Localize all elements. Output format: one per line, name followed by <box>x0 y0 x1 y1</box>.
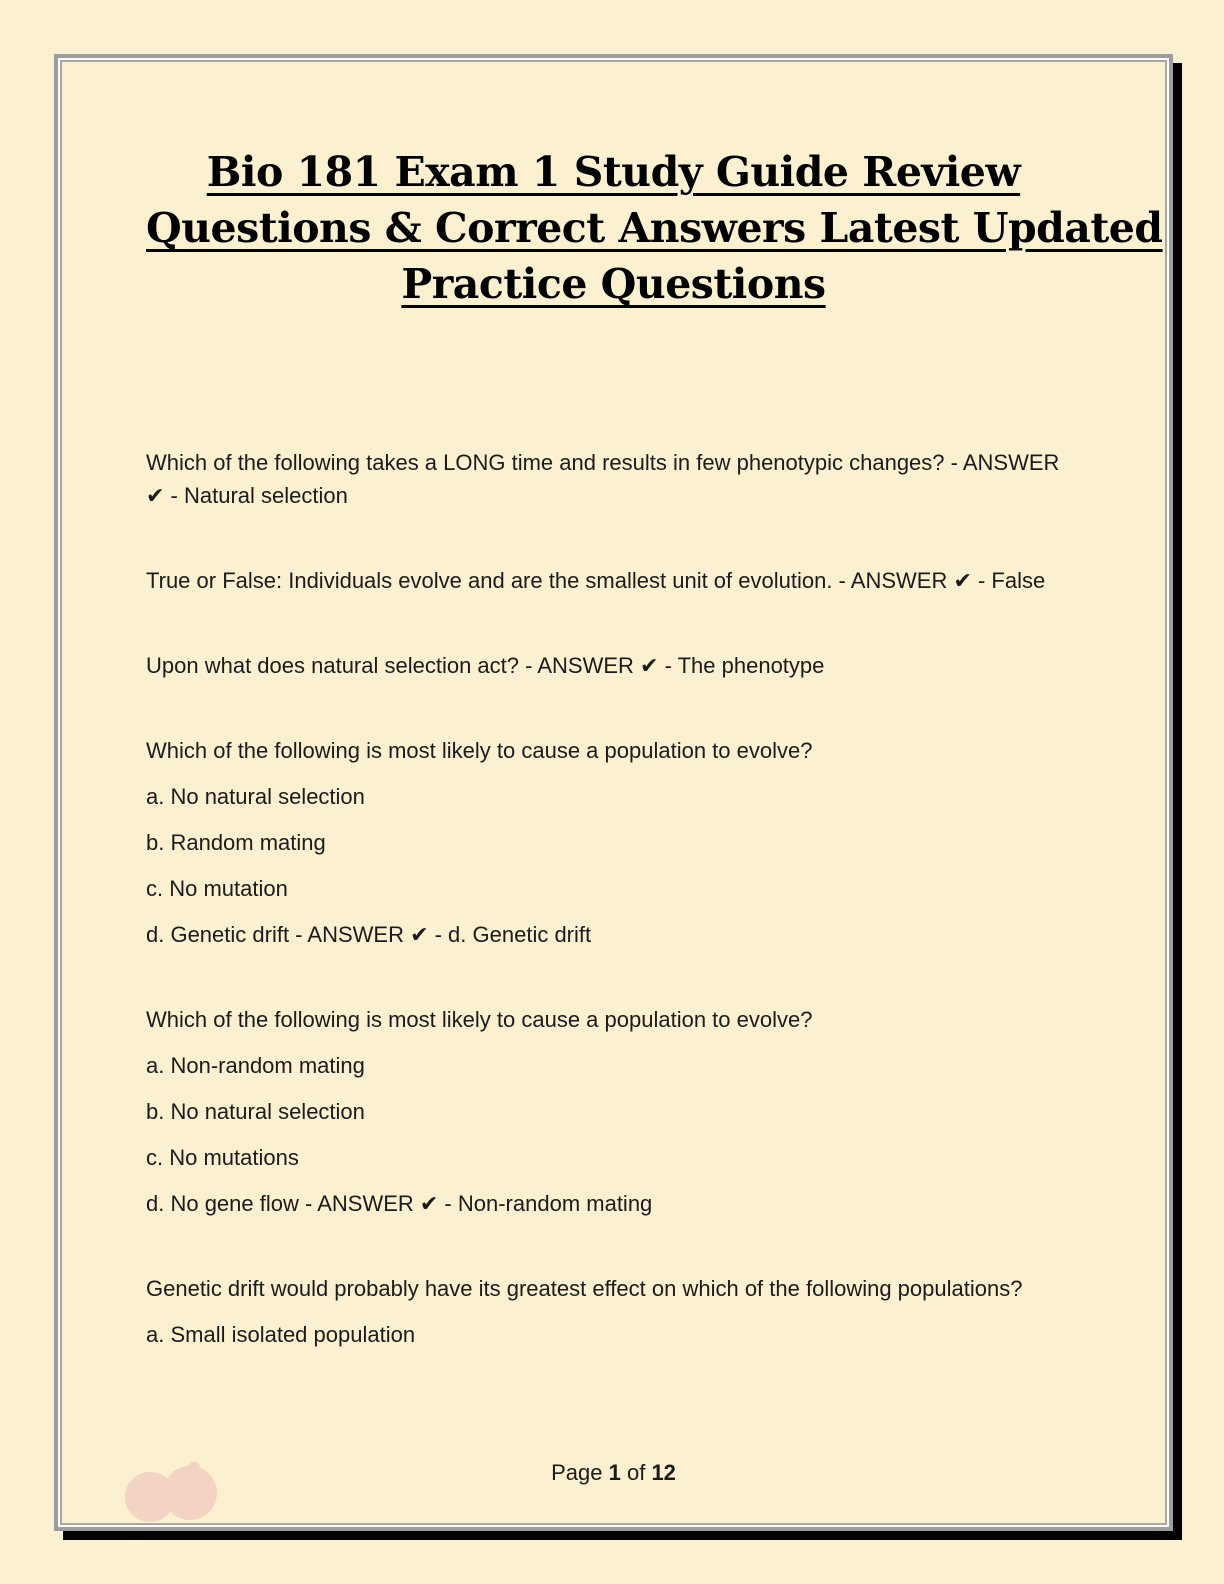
qa-text-line: b. No natural selection <box>146 1099 365 1124</box>
qa-text-line: Upon what does natural selection act? - ANSWER ✔ - The phenotype <box>146 653 825 678</box>
footer-of-label: of <box>626 1460 646 1485</box>
page-frame <box>54 54 1173 1531</box>
qa-block <box>146 1272 1081 1351</box>
qa-text-line: a. Small isolated population <box>146 1322 416 1347</box>
qa-text-line: c. No mutations <box>146 1145 299 1170</box>
qa-block <box>146 564 1081 597</box>
qa-block <box>146 734 1081 951</box>
page-number-footer <box>58 1458 1169 1488</box>
footer-current-page: 1 <box>608 1460 621 1485</box>
document-title <box>146 144 1163 312</box>
qa-text-line: d. No gene flow - ANSWER ✔ - Non-random mating <box>146 1191 653 1216</box>
title-line: Bio 181 Exam 1 Study Guide Review <box>206 148 1021 196</box>
qa-block <box>146 649 1081 682</box>
qa-text-line: Which of the following is most likely to cause a population to evolve? <box>146 738 813 763</box>
logo-circle-right <box>163 1466 217 1520</box>
footer-total-pages: 12 <box>651 1460 676 1485</box>
qa-text-line: a. Non-random mating <box>146 1053 365 1078</box>
qa-text-line: Which of the following takes a LONG time and results in few phenotypic changes? - ANSWER ✔ - Natural selection <box>146 450 1060 508</box>
qa-block <box>146 446 1081 512</box>
qa-text-line: Genetic drift would probably have its greatest effect on which of the following populations? <box>146 1276 1023 1301</box>
logo-stem <box>188 1462 200 1474</box>
qa-block <box>146 1003 1081 1220</box>
qa-text-line: Which of the following is most likely to cause a population to evolve? <box>146 1007 813 1032</box>
page-body <box>58 58 1169 1351</box>
qa-text-line: c. No mutation <box>146 876 288 901</box>
qa-text-line: True or False: Individuals evolve and are the smallest unit of evolution. - ANSWER ✔ - False <box>146 568 1046 593</box>
footer-page-label: Page <box>551 1460 603 1485</box>
title-line: Questions & Correct Answers Latest Updated <box>146 204 1163 252</box>
qa-text-line: d. Genetic drift - ANSWER ✔ - d. Genetic drift <box>146 922 592 947</box>
qa-text-line: a. No natural selection <box>146 784 365 809</box>
title-line: Practice Questions <box>401 260 826 308</box>
question-answer-list <box>146 446 1081 1351</box>
qa-text-line: b. Random mating <box>146 830 326 855</box>
